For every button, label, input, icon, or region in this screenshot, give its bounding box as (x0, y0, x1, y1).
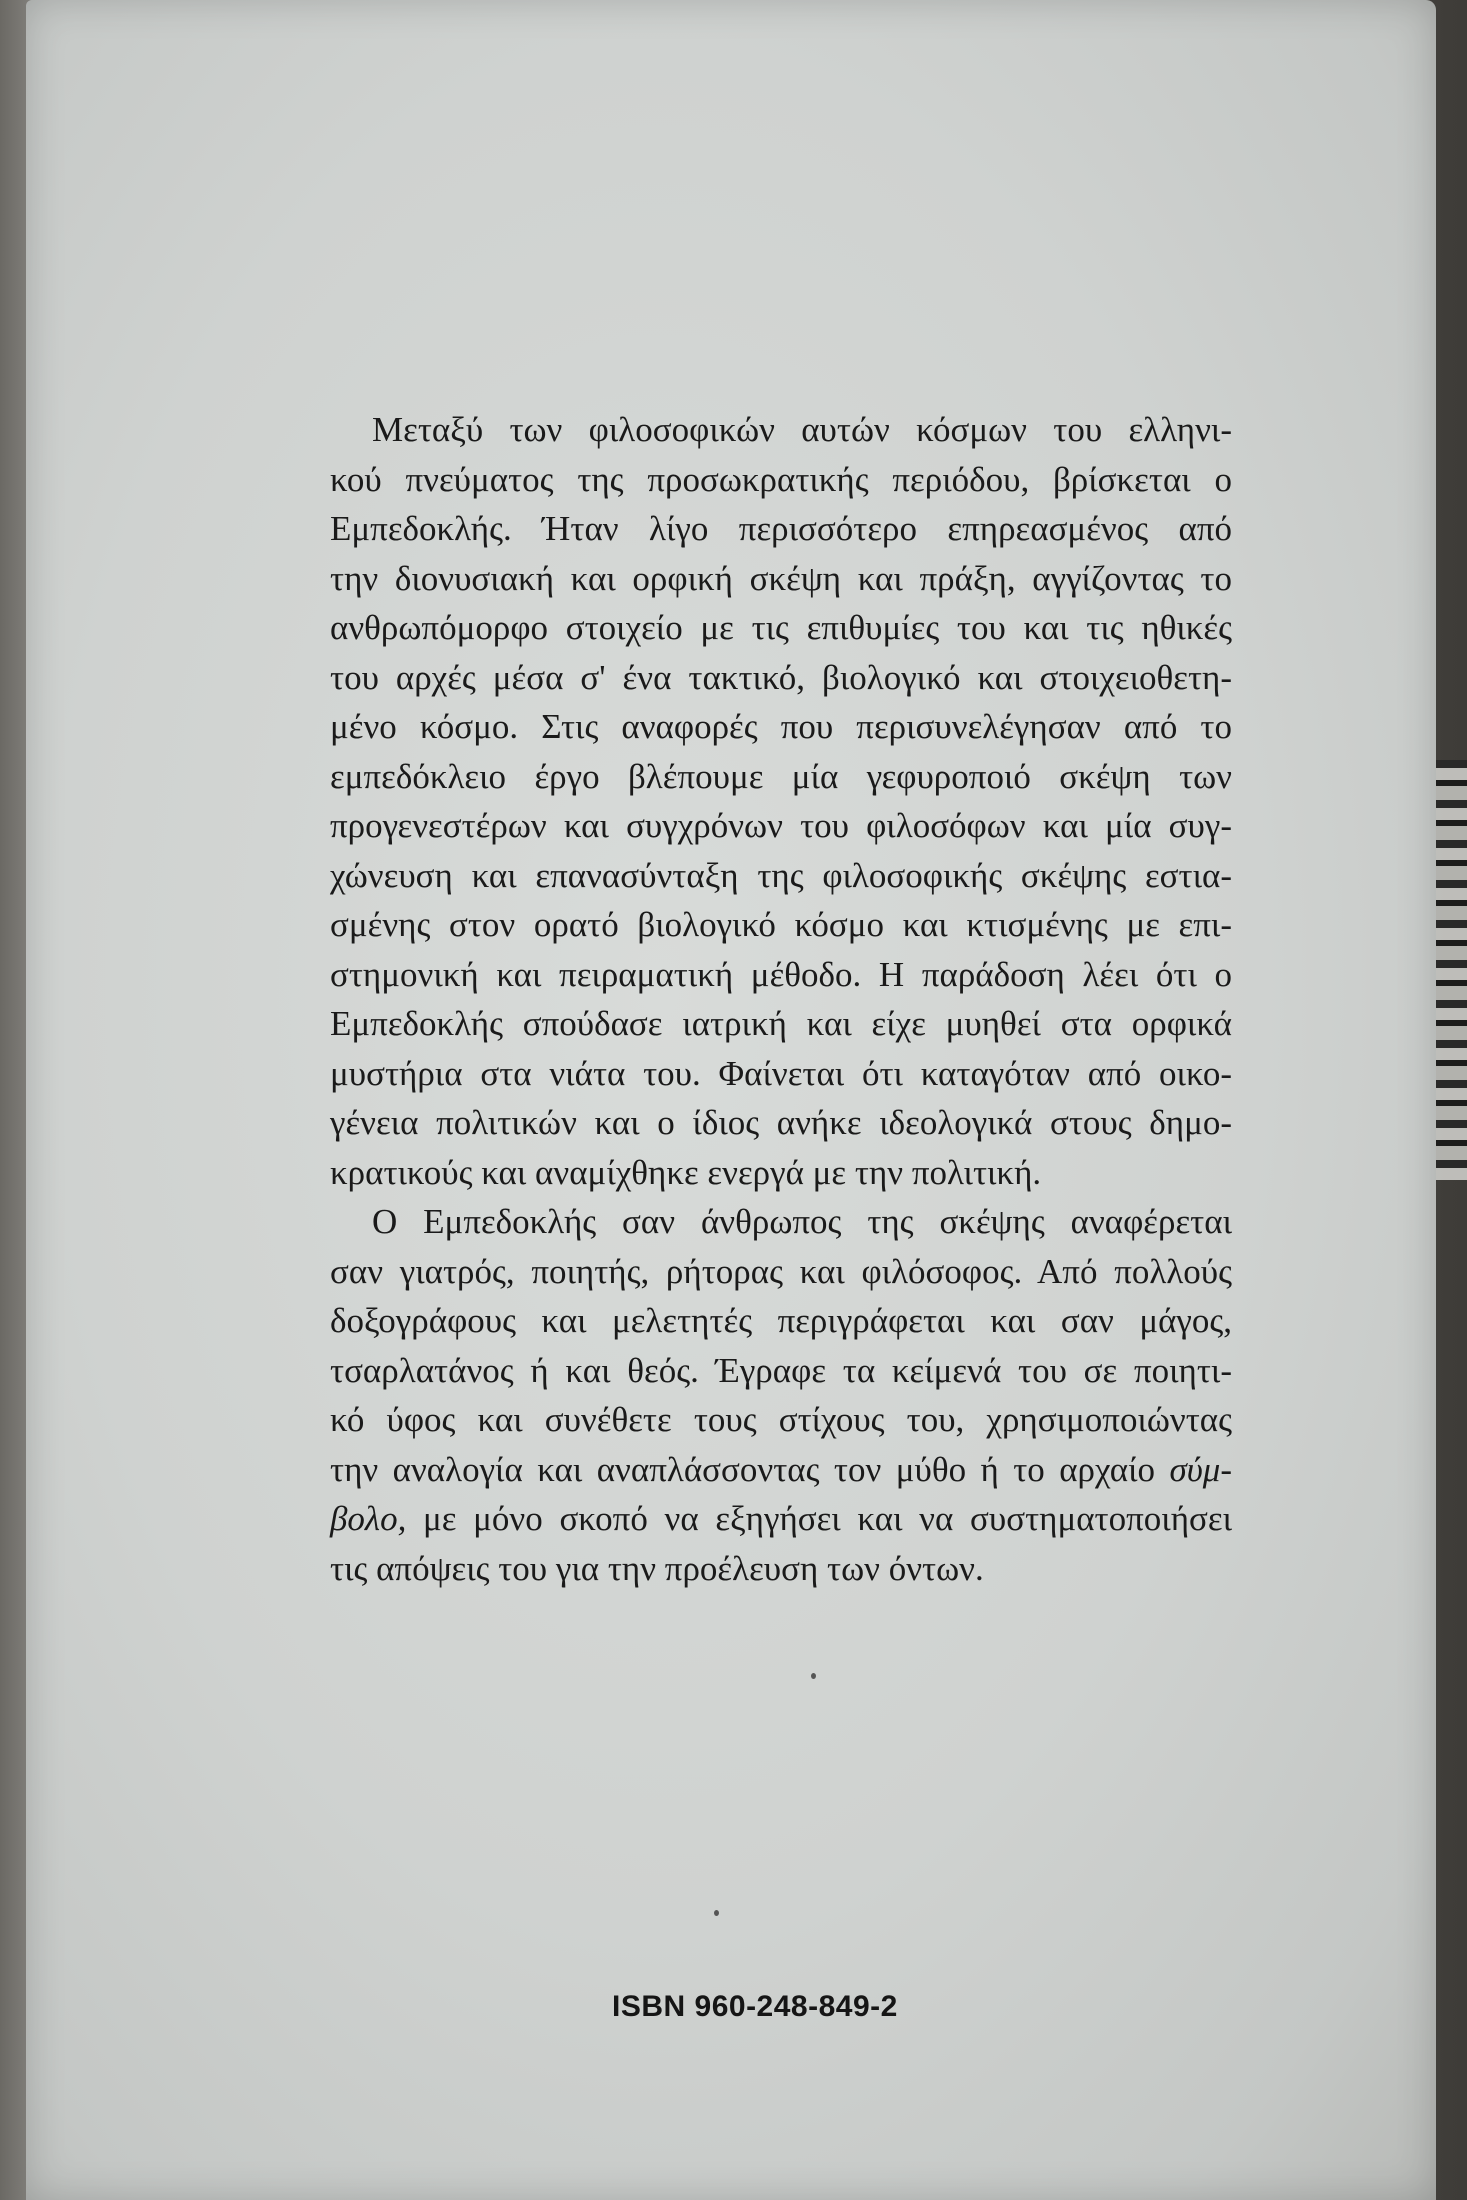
text-line: Εμπεδοκλής σπούδασε ιατρική και είχε μυηθεί στα ορφικά (330, 1004, 1232, 1043)
text-line: γένεια πολιτικών και ο ίδιος ανήκε ιδεολογικά στους δημο- (330, 1103, 1232, 1142)
text-line: ανθρωπόμορφο στοιχείο με τις επιθυμίες του και τις ηθικές (330, 608, 1232, 647)
text-line: εμπεδόκλειο έργο βλέπουμε μία γεφυροποιό σκέψη των (330, 756, 1232, 796)
text-segment: την αναλογία και αναπλάσσοντας τον μύθο ή το αρχαίο (330, 1449, 1170, 1489)
text-line: Ο Εμπεδοκλής σαν άνθρωπος της σκέψης αναφέρεται (372, 1202, 1232, 1241)
text-line: Μεταξύ των φιλοσοφικών αυτών κόσμων του ελληνι- (372, 410, 1232, 449)
text-line: του αρχές μέσα σ' ένα τακτικό, βιολογικό και στοιχειοθετη- (330, 657, 1232, 697)
text-line: σμένης στον ορατό βιολογικό κόσμο και κτισμένης με επι- (330, 905, 1232, 944)
isbn-number: ISBN 960-248-849-2 (612, 1990, 898, 2023)
text-line-with-italic-start (330, 1494, 1232, 1544)
italic-word: βολο, (330, 1499, 407, 1538)
text-line: κό ύφος και συνέθετε τους στίχους του, χρησιμοποιώντας (330, 1400, 1232, 1439)
text-line: δοξογράφους και μελετητές περιγράφεται και σαν μάγος, (330, 1301, 1232, 1340)
text-line: προγενεστέρων και συγχρόνων του φιλοσόφων και μία συγ- (330, 806, 1232, 845)
dust-speck (714, 1910, 719, 1916)
text-line: μένο κόσμο. Στις αναφορές που περισυνελέγησαν από το (330, 707, 1232, 746)
text-line: χώνευση και επανασύνταξη της φιλοσοφικής σκέψης εστια- (330, 855, 1232, 895)
text-line: την διονυσιακή και ορφική σκέψη και πράξη, αγγίζοντας το (330, 558, 1232, 598)
text-segment: με μόνο σκοπό να εξηγήσει και να συστηματοποιήσει (406, 1499, 1232, 1538)
text-line: Εμπεδοκλής. Ήταν λίγο περισσότερο επηρεασμένος από (330, 509, 1232, 548)
text-line-with-italic (330, 1445, 1232, 1495)
text-line: τις απόψεις του για την προέλευση των όντων. (330, 1548, 984, 1588)
italic-word: σύμ- (1169, 1449, 1232, 1489)
paragraph-1 (330, 405, 1232, 1197)
paragraph-2 (330, 1197, 1232, 1593)
dust-speck (811, 1673, 816, 1679)
text-line: κού πνεύματος της προσωκρατικής περιόδου, βρίσκεται ο (330, 459, 1232, 499)
text-line: σαν γιατρός, ποιητής, ρήτορας και φιλόσοφος. Από πολλούς (330, 1251, 1232, 1291)
text-line: κρατικούς και αναμίχθηκε ενεργά με την πολιτική. (330, 1152, 1042, 1192)
blurb-text (330, 405, 1232, 1593)
text-line: μυστήρια στα νιάτα του. Φαίνεται ότι καταγόταν από οικο- (330, 1053, 1232, 1093)
text-line: τσαρλατάνος ή και θεός. Έγραφε τα κείμενά του σε ποιητι- (330, 1350, 1232, 1390)
text-line: στημονική και πειραματική μέθοδο. Η παράδοση λέει ότι ο (330, 954, 1232, 994)
